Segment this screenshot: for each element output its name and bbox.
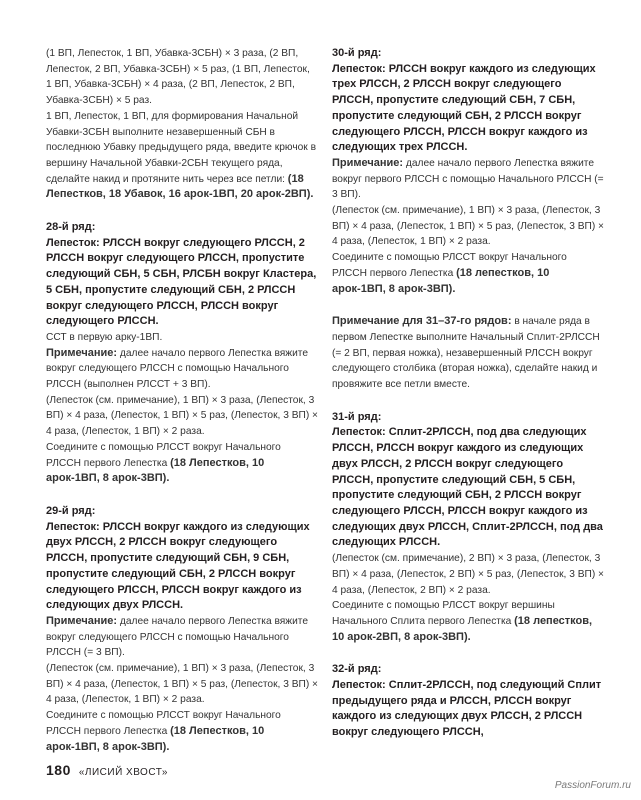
row-31-instructions: Лепесток: Сплит-2РЛССН, под два следующих РЛССН, РЛССН вокруг каждого из следующих двух РЛССН, 2 РЛССН вокруг следующего РЛССН, пропустите следующий СБН, 5 СБН, пропустите следующий СБН, 2 РЛССН вокруг следующего РЛССН, РЛССН вокруг каждого из следующих двух РЛССН, Сплит-2РЛССН, под два следующих РЛССН. bbox=[332, 426, 603, 549]
row-31-block bbox=[332, 410, 604, 646]
row-28-line: ССТ в первую арку-1ВП. bbox=[46, 331, 163, 343]
row-28-sequence: (Лепесток (см. примечание), 1 ВП) × 3 раза, (Лепесток, 3 ВП) × 4 раза, (Лепесток, 1 ВП) × 5 раз, (Лепесток, 3 ВП) × 4 раза, (Лепесток, 1 ВП) × 2 раза. bbox=[46, 394, 318, 438]
intro-paragraph-1: (1 ВП, Лепесток, 1 ВП, Убавка-3СБН) × 3 раза, (2 ВП, Лепесток, 2 ВП, Убавка-3СБН) × 5 раз, (1 ВП, Лепесток, 1 ВП, Убавка-3СБН) × 4 раза, (2 ВП, Лепесток, 2 ВП, Убавка-3СБН) × 5 раз. bbox=[46, 48, 310, 107]
running-title: «ЛИСИЙ ХВОСТ» bbox=[78, 767, 168, 778]
row-29-join bbox=[46, 708, 318, 755]
row-31-join-text: Соедините с помощью РЛССТ вокруг вершины Начального Сплита первого Лепестка bbox=[332, 600, 555, 627]
note-rows-31-37-text bbox=[332, 314, 604, 393]
row-29-summary: (18 Лепестков, 10 арок-1ВП, 8 арок-3ВП). bbox=[46, 724, 265, 753]
left-column bbox=[46, 46, 318, 772]
row-30-title: 30-й ряд: bbox=[332, 47, 382, 59]
intro-paragraph-2-text: 1 ВП, Лепесток, 1 ВП, для формирования Начальной Убавки-3СБН выполните незавершенный СБН в последнюю Убавку предыдущего ряда, введите крючок в вершину Начальной Убавки-2СБН текущего ряда, сделайте накид и протяните нить через все петли: bbox=[46, 110, 317, 185]
row-29-title: 29-й ряд: bbox=[46, 504, 96, 517]
row-28-summary: (18 Лепестков, 10 арок-1ВП, 8 арок-3ВП). bbox=[46, 456, 265, 485]
right-column bbox=[332, 46, 604, 758]
row-28-note-label: Примечание: bbox=[46, 346, 118, 359]
row-30-join-text: Соедините с помощью РЛССТ вокруг Начального РЛССН первого Лепестка bbox=[332, 252, 567, 279]
row-29-note-text: далее начало первого Лепестка вяжите вокруг следующего РЛССН с помощью Начального РЛССН (= 3 ВП). bbox=[46, 615, 309, 659]
row-29-block bbox=[46, 504, 318, 755]
row-30-note-text: далее начало первого Лепестка вяжите вокруг первого РЛССН с помощью Начального РЛССН (= 3 ВП). bbox=[332, 157, 604, 201]
row-31-join bbox=[332, 598, 604, 645]
note-rows-31-37-label: Примечание для 31–37-го рядов: bbox=[332, 315, 512, 328]
row-30-sequence: (Лепесток (см. примечание), 1 ВП) × 3 раза, (Лепесток, 3 ВП) × 4 раза, (Лепесток, 1 ВП) × 5 раз, (Лепесток, 3 ВП) × 4 раза, (Лепесток, 1 ВП) × 2 раза. bbox=[332, 205, 604, 248]
note-rows-31-37-body: в начале ряда в первом Лепестке выполните Начальный Сплит-2РЛССН (= 2 ВП, первая ножка), незавершенный РЛССН вокруг следующего столбика (вторая ножка), сделайте накид и провяжите все петли вместе. bbox=[332, 316, 600, 391]
row-29-sequence: (Лепесток (см. примечание), 1 ВП) × 3 раза, (Лепесток, 3 ВП) × 4 раза, (Лепесток, 1 ВП) × 5 раз, (Лепесток, 3 ВП) × 4 раза, (Лепесток, 1 ВП) × 2 раза. bbox=[46, 663, 318, 706]
row-28-join-text: Соедините с помощью РЛССТ вокруг Начального РЛССН первого Лепестка bbox=[46, 441, 281, 469]
row-28-instructions: Лепесток: РЛССН вокруг следующего РЛССН, 2 РЛССН вокруг следующего РЛССН, пропустите следующий СБН, 5 СБН, РЛСБН вокруг Кластера, 5 СБН, пропустите следующий СБН, 2 РЛССН вокруг следующего РЛССН, РЛССН вокруг следующего РЛССН. bbox=[46, 236, 317, 328]
row-30-instructions: Лепесток: РЛССН вокруг каждого из следующих трех РЛССН, 2 РЛССН вокруг следующего РЛССН, пропустите следующий СБН, 7 СБН, пропустите следующий СБН, 2 РЛССН вокруг следующего РЛССН, РЛССН вокруг каждого из следующих трех РЛССН. bbox=[332, 62, 596, 154]
row-32-title: 32-й ряд: bbox=[332, 663, 382, 676]
row-31-title: 31-й ряд: bbox=[332, 410, 382, 423]
row-29-join-text: Соедините с помощью РЛССТ вокруг Начального РЛССН первого Лепестка bbox=[46, 710, 281, 737]
row-30-block bbox=[332, 46, 604, 297]
row-29-note-label: Примечание: bbox=[46, 614, 118, 627]
note-rows-31-37 bbox=[332, 314, 604, 393]
row-28-note bbox=[46, 346, 318, 393]
intro-paragraph-2 bbox=[46, 109, 318, 203]
page-number: 180 bbox=[46, 762, 71, 778]
row-31-sequence: (Лепесток (см. примечание), 2 ВП) × 3 раза, (Лепесток, 3 ВП) × 4 раза, (Лепесток, 2 ВП) × 5 раз, (Лепесток, 3 ВП) × 4 раза, (Лепесток, 2 ВП) × 2 раза. bbox=[332, 553, 604, 596]
row-30-join bbox=[332, 250, 604, 297]
row-28-title: 28-й ряд: bbox=[46, 221, 96, 234]
row-28-join bbox=[46, 440, 318, 487]
page-footer bbox=[46, 762, 168, 778]
watermark: PassionForum.ru bbox=[554, 780, 631, 791]
intro-block bbox=[46, 46, 318, 203]
row-32-instructions: Лепесток: Сплит-2РЛССН, под следующий Сплит предыдущего ряда и РЛССН, РЛССН вокруг каждого из следующих двух РЛССН, 2 РЛССН вокруг следующего РЛССН, bbox=[332, 679, 602, 739]
intro-summary: (18 Лепестков, 18 Убавок, 16 арок-1ВП, 20 арок-2ВП). bbox=[46, 172, 314, 201]
row-29-instructions: Лепесток: РЛССН вокруг каждого из следующих двух РЛССН, 2 РЛССН вокруг следующего РЛССН, пропустите следующий СБН, 9 СБН, пропустите следующий СБН, 2 РЛССН вокруг следующего РЛССН, РЛССН вокруг каждого из следующих двух РЛССН. bbox=[46, 520, 310, 612]
row-29-note bbox=[46, 614, 318, 661]
row-28-block bbox=[46, 220, 318, 487]
row-28-note-text: далее начало первого Лепестка вяжите вокруг следующего РЛССН с помощью Начального РЛССН (выполнен РЛССТ + 3 ВП). bbox=[46, 347, 309, 391]
row-30-note bbox=[332, 156, 604, 203]
row-30-note-label: Примечание: bbox=[332, 156, 404, 169]
row-31-summary: (18 лепестков, 10 арок-2ВП, 8 арок-3ВП). bbox=[332, 614, 593, 643]
row-30-summary: (18 лепестков, 10 арок-1ВП, 8 арок-3ВП). bbox=[332, 266, 550, 295]
row-32-block bbox=[332, 662, 604, 741]
